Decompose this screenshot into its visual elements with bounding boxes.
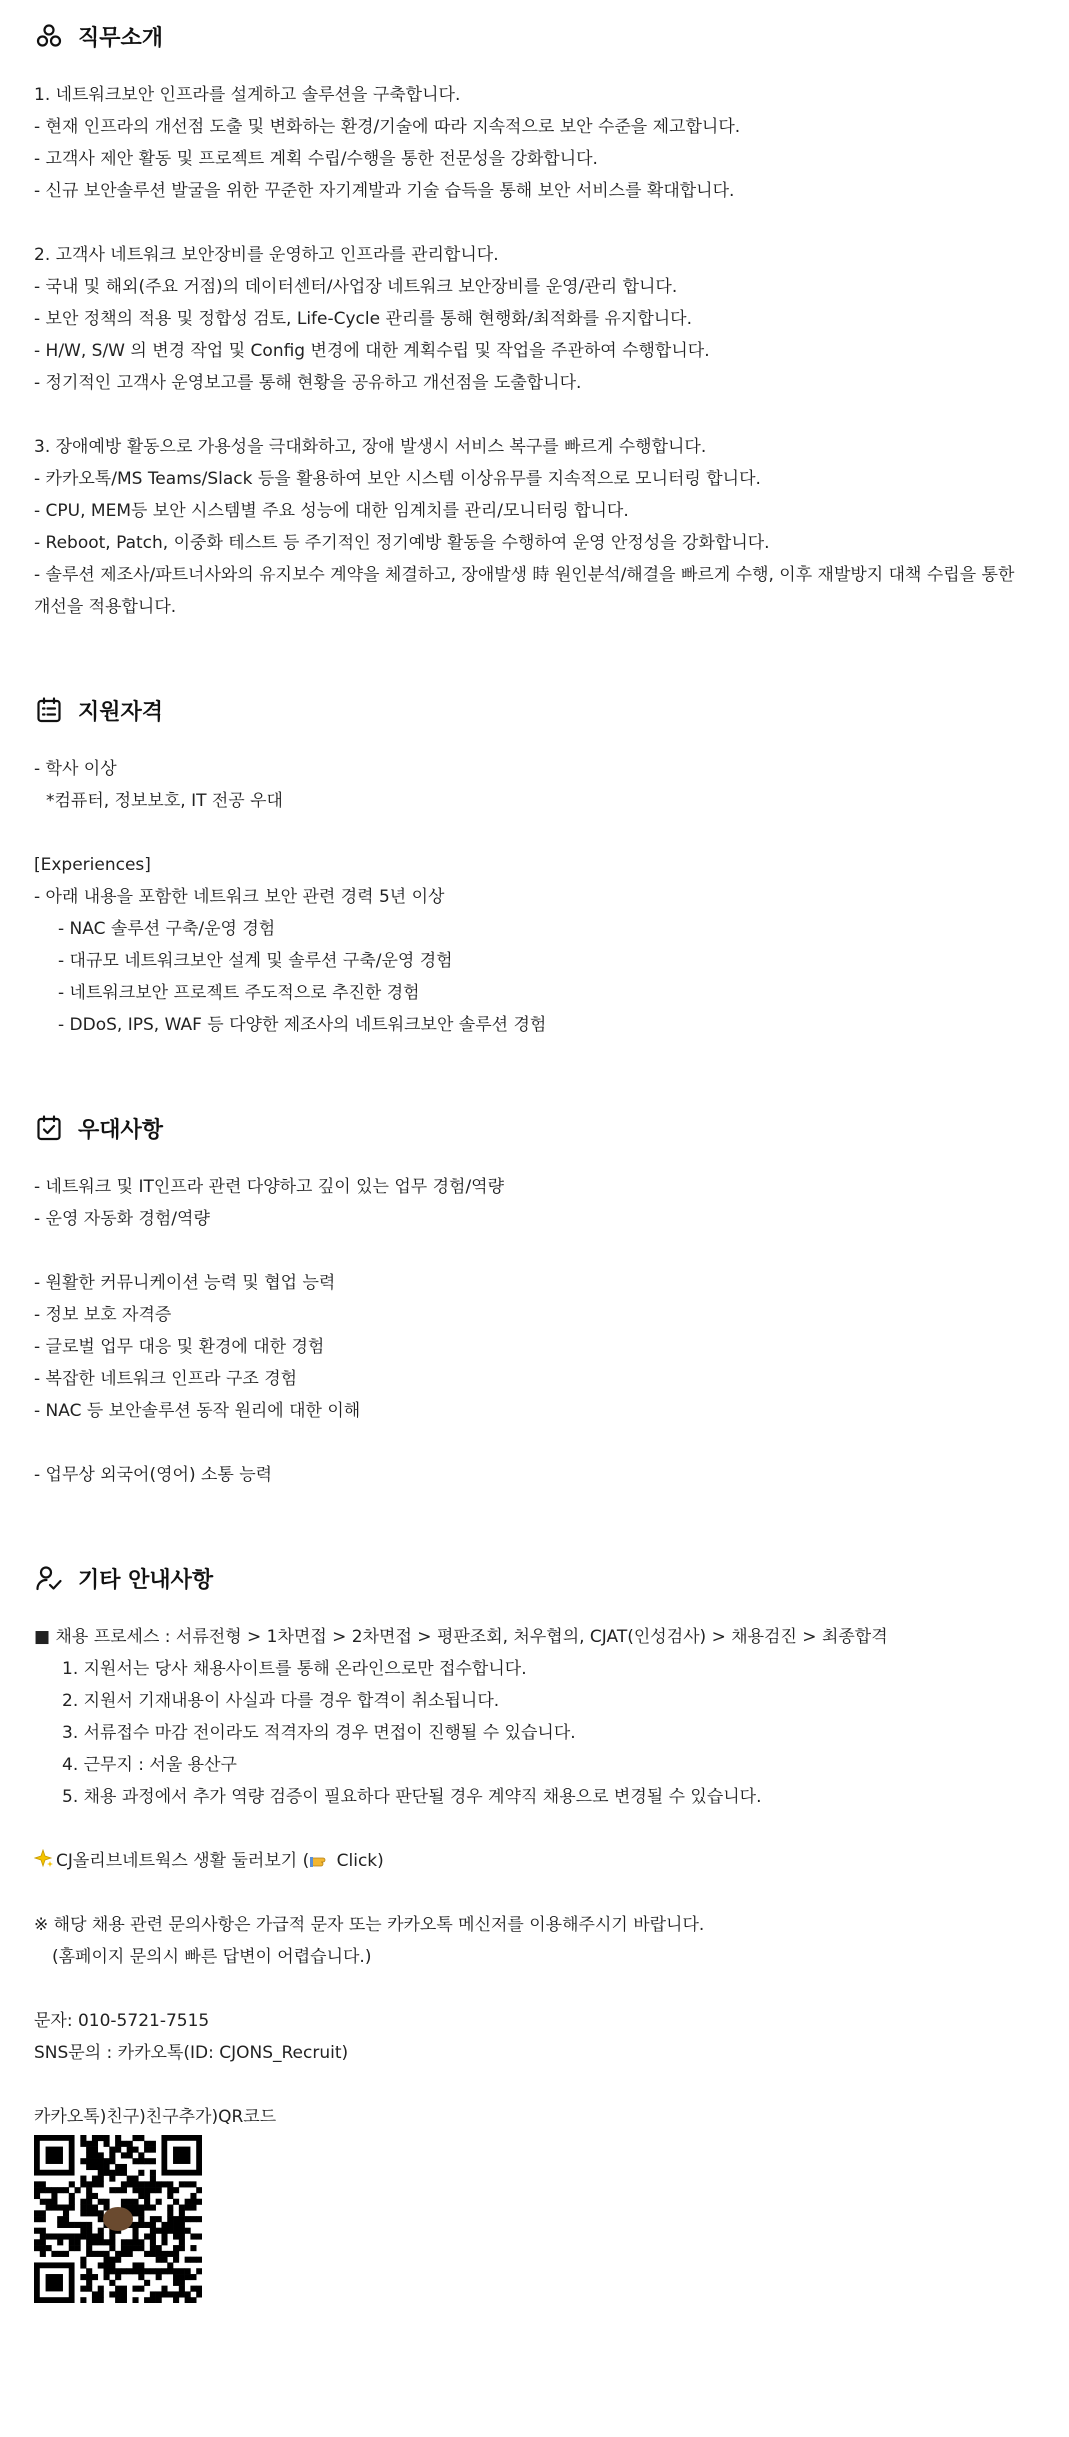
hiring-step: 4. 근무지 : 서울 용산구 (62, 1755, 237, 1775)
hiring-step: 3. 서류접수 마감 전이라도 적격자의 경우 면접이 진행될 수 있습니다. (62, 1723, 576, 1743)
calendar-check-icon (34, 1113, 64, 1143)
spacer (34, 817, 1035, 849)
kakao-qr-code (34, 2135, 202, 2303)
preferred-header (34, 1111, 1035, 1145)
preferred-section (34, 1041, 1035, 1491)
etc-section (34, 1491, 1035, 2303)
life-link-line[interactable] (34, 1845, 1035, 1877)
section-title: 기타 안내사항 (78, 1567, 214, 1593)
hiring-step: 5. 채용 과정에서 추가 역량 검증이 필요하다 판단될 경우 계약직 채용으로 변경될 수 있습니다. (62, 1787, 762, 1807)
job-line: - CPU, MEM등 보안 시스템별 주요 성능에 대한 임계치를 관리/모니터링 합니다. (34, 501, 629, 521)
job-line: - 카카오톡/MS Teams/Slack 등을 활용하여 보안 시스템 이상유무를 지속적으로 모니터링 합니다. (34, 469, 761, 489)
spacer (34, 1427, 1035, 1459)
notice-2: (홈페이지 문의시 빠른 답변이 어렵습니다.) (52, 1947, 372, 1967)
life-link-text[interactable]: CJ올리브네트웍스 생활 둘러보기 ( (56, 1851, 310, 1871)
preferred-body (34, 1171, 1035, 1491)
qualification-line: - DDoS, IPS, WAF 등 다양한 제조사의 네트워크보안 솔루션 경험 (58, 1015, 547, 1035)
hiring-process: ■ 채용 프로세스 : 서류전형 > 1차면접 > 2차면접 > 평판조회, 처우협의, CJAT(인성검사) > 채용검진 > 최종합격 (34, 1627, 888, 1647)
job-line: - Reboot, Patch, 이중화 테스트 등 주기적인 정기예방 활동을 수행하여 운영 안정성을 강화합니다. (34, 533, 770, 553)
spacer (34, 399, 1035, 431)
sparkle-icon (34, 1848, 54, 1880)
job-intro-wrap-line: - 솔루션 제조사/파트너사와의 유지보수 계약을 체결하고, 장애발생 時 원인분석/해결을 빠르게 수행, 이후 재발방지 대책 수립을 통한 개선을 적용합니다. (34, 565, 1015, 617)
preferred-line: - 원활한 커뮤니케이션 능력 및 협업 능력 (34, 1273, 336, 1293)
hiring-step: 2. 지원서 기재내용이 사실과 다를 경우 합격이 취소됩니다. (62, 1691, 500, 1711)
job-line: - 신규 보안솔루션 발굴을 위한 꾸준한 자기계발과 기술 습득을 통해 보안 서비스를 확대합니다. (34, 181, 735, 201)
spacer (34, 2069, 1035, 2101)
job-line: 3. 장애예방 활동으로 가용성을 극대화하고, 장애 발생시 서비스 복구를 빠르게 수행합니다. (34, 437, 707, 457)
life-link-click[interactable]: Click) (331, 1851, 384, 1871)
qualification-line: - 학사 이상 (34, 759, 117, 779)
qualification-line: - 네트워크보안 프로젝트 주도적으로 추진한 경험 (58, 983, 420, 1003)
spacer (34, 1813, 1035, 1845)
job-intro-header (34, 19, 1035, 53)
qualification-section (34, 623, 1035, 1041)
job-line: - 고객사 제안 활동 및 프로젝트 계획 수립/수행을 통한 전문성을 강화합니다. (34, 149, 598, 169)
section-title: 우대사항 (78, 1117, 164, 1143)
checklist-icon (34, 695, 64, 725)
people-icon (34, 21, 64, 51)
job-line: - 국내 및 해외(주요 거점)의 데이터센터/사업장 네트워크 보안장비를 운영/관리 합니다. (34, 277, 678, 297)
qualification-line: - 대규모 네트워크보안 설계 및 솔루션 구축/운영 경험 (58, 951, 453, 971)
preferred-line: - 네트워크 및 IT인프라 관련 다양하고 깊이 있는 업무 경험/역량 (34, 1177, 505, 1197)
section-title: 직무소개 (78, 25, 164, 51)
spacer (34, 1235, 1035, 1267)
preferred-line: - 글로벌 업무 대응 및 환경에 대한 경험 (34, 1337, 325, 1357)
job-intro-section (34, 0, 1035, 623)
contact-sns: SNS문의 : 카카오톡(ID: CJONS_Recruit) (34, 2043, 349, 2063)
job-line: - 정기적인 고객사 운영보고를 통해 현황을 공유하고 개선점을 도출합니다. (34, 373, 582, 393)
contact-sms: 문자: 010-5721-7515 (34, 2011, 210, 2031)
preferred-line: - 업무상 외국어(영어) 소통 능력 (34, 1465, 273, 1485)
qualification-line: - 아래 내용을 포함한 네트워크 보안 관련 경력 5년 이상 (34, 887, 445, 907)
spacer (34, 1973, 1035, 2005)
job-line: 2. 고객사 네트워크 보안장비를 운영하고 인프라를 관리합니다. (34, 245, 499, 265)
hiring-steps (34, 1653, 1035, 1813)
preferred-line: - NAC 등 보안솔루션 동작 원리에 대한 이해 (34, 1401, 361, 1421)
pointing-hand-icon (309, 1848, 331, 1880)
preferred-line: - 정보 보호 자격증 (34, 1305, 172, 1325)
job-line: 1. 네트워크보안 인프라를 설계하고 솔루션을 구축합니다. (34, 85, 461, 105)
spacer (34, 207, 1035, 239)
job-line: - 보안 정책의 적용 및 정합성 검토, Life-Cycle 관리를 통해 현행화/최적화를 유지합니다. (34, 309, 693, 329)
qr-caption: 카카오톡)친구)친구추가)QR코드 (34, 2107, 277, 2127)
qualification-body (34, 753, 1035, 1041)
qualification-line: [Experiences] (34, 855, 151, 875)
qualification-line: - NAC 솔루션 구축/운영 경험 (58, 919, 276, 939)
notice-1: ※ 해당 채용 관련 문의사항은 가급적 문자 또는 카카오톡 메신저를 이용해주시기 바랍니다. (34, 1915, 705, 1935)
qualification-line: *컴퓨터, 정보보호, IT 전공 우대 (46, 791, 283, 811)
hiring-step: 1. 지원서는 당사 채용사이트를 통해 온라인으로만 접수합니다. (62, 1659, 527, 1679)
job-line: - H/W, S/W 의 변경 작업 및 Config 변경에 대한 계획수립 및 작업을 주관하여 수행합니다. (34, 341, 710, 361)
job-line: - 현재 인프라의 개선점 도출 및 변화하는 환경/기술에 따라 지속적으로 보안 수준을 제고합니다. (34, 117, 741, 137)
section-title: 지원자격 (78, 699, 164, 725)
preferred-line: - 복잡한 네트워크 인프라 구조 경험 (34, 1369, 298, 1389)
qualification-header (34, 693, 1035, 727)
etc-header (34, 1561, 1035, 1595)
job-intro-body (34, 79, 1035, 559)
preferred-line: - 운영 자동화 경험/역량 (34, 1209, 210, 1229)
person-check-icon (34, 1563, 64, 1593)
spacer (34, 1877, 1035, 1909)
